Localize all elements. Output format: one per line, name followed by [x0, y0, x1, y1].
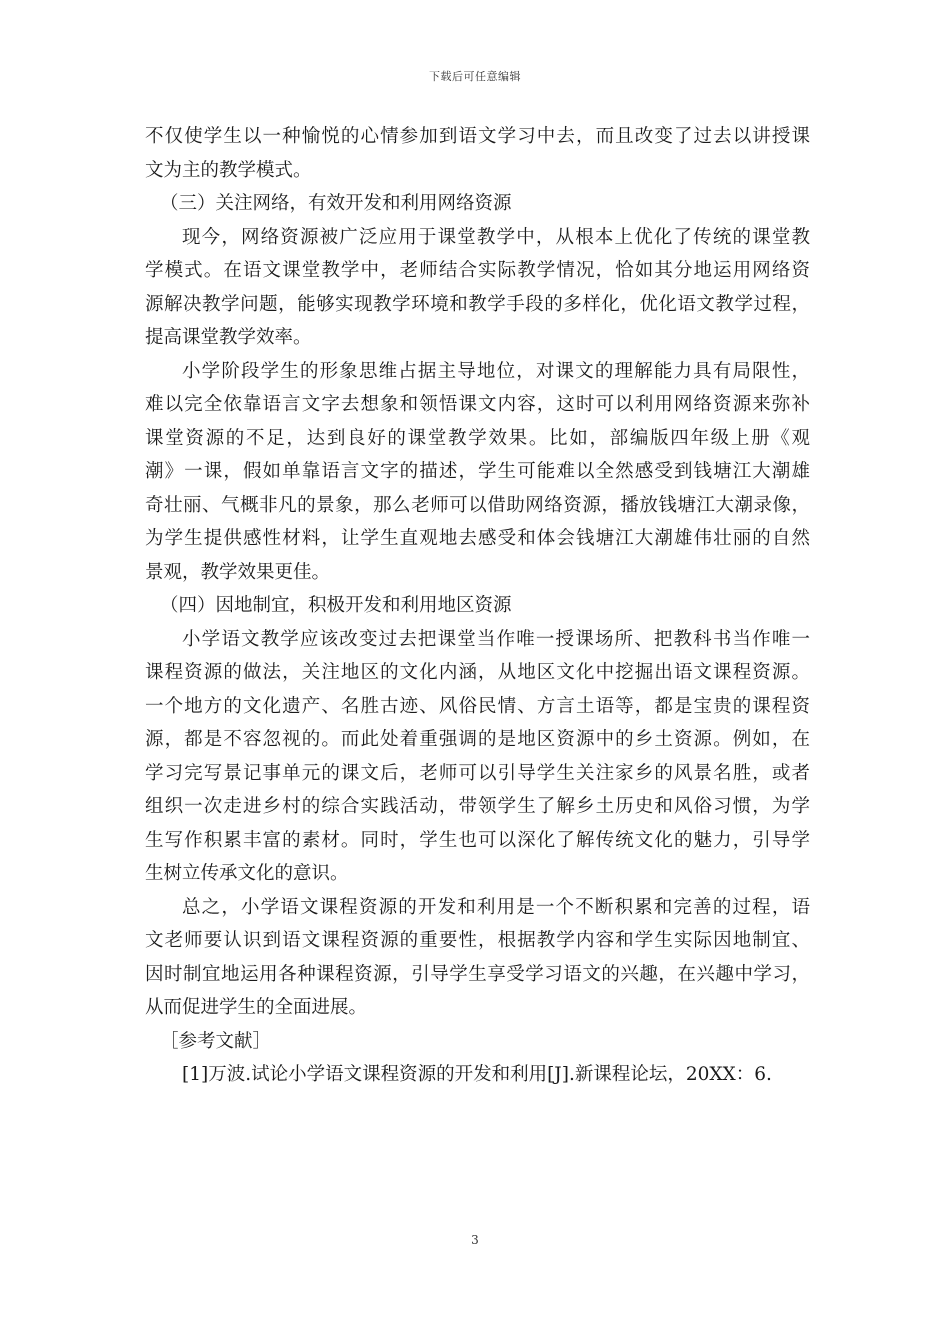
body-line: 一个地方的文化遗产、名胜古迹、风俗民情、方言土语等，都是宝贵的课程资: [145, 695, 810, 717]
body-line: 现今，网络资源被广泛应用于课堂教学中，从根本上优化了传统的课堂教: [182, 226, 810, 248]
body-line: 源解决教学问题，能够实现教学环境和教学手段的多样化，优化语文教学过程，: [145, 293, 810, 315]
references-heading: ［参考文献］: [160, 1030, 272, 1052]
body-line: 因时制宜地运用各种课程资源，引导学生享受学习语文的兴趣，在兴趣中学习，: [145, 963, 810, 985]
body-line: 为学生提供感性材料，让学生直观地去感受和体会钱塘江大潮雄伟壮丽的自然: [145, 528, 810, 549]
body-line: 难以完全依靠语言文字去想象和领悟课文内容，这时可以利用网络资源来弥补: [145, 394, 810, 415]
document-body: [145, 120, 810, 1092]
body-line: 文为主的教学模式。: [145, 159, 312, 181]
body-line: 总之，小学语文课程资源的开发和利用是一个不断积累和完善的过程，语: [182, 896, 810, 918]
body-line: 从而促进学生的全面进展。: [145, 997, 368, 1018]
body-line: 文老师要认识到语文课程资源的重要性，根据教学内容和学生实际因地制宜、: [145, 930, 810, 951]
body-line: 生写作积累丰富的素材。同时，学生也可以深化了解传统文化的魅力，引导学: [145, 829, 810, 851]
page-header: 下载后可任意编辑: [429, 70, 521, 83]
body-line: 组织一次走进乡村的综合实践活动，带领学生了解乡土历史和风俗习惯，为学: [145, 796, 810, 817]
body-line: 源，都是不容忽视的。而此处着重强调的是地区资源中的乡土资源。例如，在: [145, 729, 810, 750]
body-line: 小学语文教学应该改变过去把课堂当作唯一授课场所、把教科书当作唯一: [182, 628, 810, 650]
body-line: 课程资源的做法，关注地区的文化内涵，从地区文化中挖掘出语文课程资源。: [145, 662, 810, 683]
reference-item: [1]万波.试论小学语文课程资源的开发和利用[J].新课程论坛，20XX：6.: [182, 1064, 772, 1085]
body-line: 提高课堂教学效率。: [145, 327, 312, 348]
body-line: 生树立传承文化的意识。: [145, 863, 349, 884]
page-number: 3: [471, 1233, 479, 1247]
body-line: 课堂资源的不足，达到良好的课堂教学效果。比如，部编版四年级上册《观: [145, 427, 810, 449]
body-line: 潮》一课，假如单靠语言文字的描述，学生可能难以全然感受到钱塘江大潮雄: [145, 461, 810, 482]
body-line: 学习完写景记事单元的课文后，老师可以引导学生关注家乡的风景名胜，或者: [145, 762, 810, 784]
body-line: 景观，教学效果更佳。: [145, 561, 331, 583]
body-line: 奇壮丽、气概非凡的景象，那么老师可以借助网络资源，播放钱塘江大潮录像，: [145, 494, 810, 516]
body-line: 学模式。在语文课堂教学中，老师结合实际教学情况，恰如其分地运用网络资: [145, 260, 810, 281]
section-heading: （四）因地制宜，积极开发和利用地区资源: [160, 595, 512, 616]
section-heading: （三）关注网络，有效开发和利用网络资源: [160, 193, 512, 214]
body-line: 不仅使学生以一种愉悦的心情参加到语文学习中去，而且改变了过去以讲授课: [145, 126, 810, 147]
body-line: 小学阶段学生的形象思维占据主导地位，对课文的理解能力具有局限性，: [182, 360, 810, 382]
